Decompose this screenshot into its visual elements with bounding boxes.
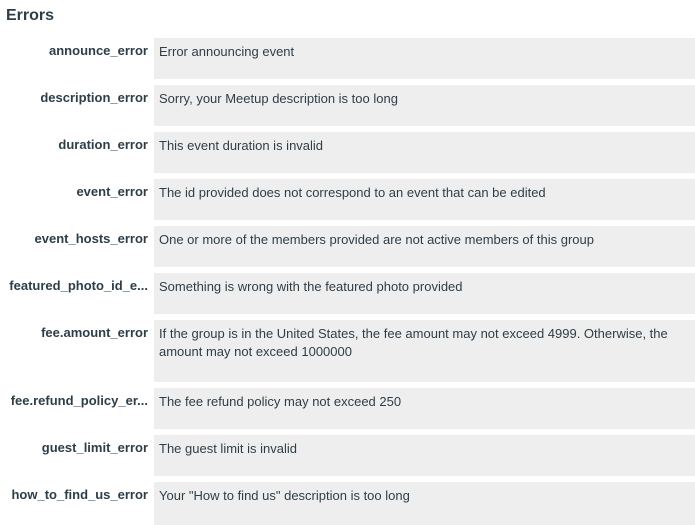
table-row [6,387,695,429]
error-message: Something is wrong with the featured photo provided [154,273,695,314]
error-message: The guest limit is invalid [154,435,695,476]
error-key: how_to_find_us_error [11,487,148,502]
table-row [6,131,695,173]
errors-table [6,37,695,525]
table-row [6,178,695,220]
error-key: fee.amount_error [41,325,148,340]
error-key: featured_photo_id_e... [9,278,148,293]
error-key: event_error [76,184,148,199]
error-key: description_error [40,90,148,105]
table-row [6,37,695,79]
table-row [6,319,695,382]
section-title: Errors [6,7,55,24]
error-message: The fee refund policy may not exceed 250 [154,388,695,429]
error-message: Your "How to find us" description is too long [154,482,695,525]
error-message: Error announcing event [154,38,695,79]
error-message: One or more of the members provided are not active members of this group [154,226,695,267]
error-message: The id provided does not correspond to an event that can be edited [154,179,695,220]
error-key: duration_error [58,137,148,152]
error-key: fee.refund_policy_er... [10,393,148,408]
table-row [6,481,695,525]
table-row [6,84,695,126]
table-row [6,434,695,476]
error-key: event_hosts_error [34,231,148,246]
error-key: announce_error [49,43,148,58]
table-row [6,272,695,314]
error-key: guest_limit_error [41,440,148,455]
error-message: This event duration is invalid [154,132,695,173]
error-message: Sorry, your Meetup description is too long [154,85,695,126]
table-row [6,225,695,267]
error-message: If the group is in the United States, the fee amount may not exceed 4999. Otherwise, the amount may not exceed 1000000 [154,320,695,382]
